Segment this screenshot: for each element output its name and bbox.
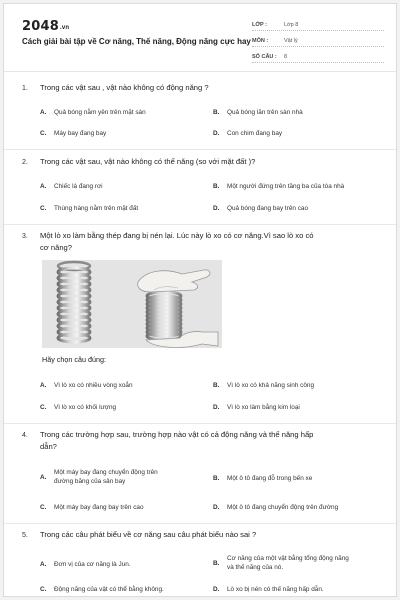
question-1-option-d[interactable] <box>213 129 282 138</box>
meta-row-count <box>252 50 384 63</box>
option-text: Thùng hàng nằm trên mặt đất <box>54 205 139 212</box>
question-2-option-a[interactable] <box>40 182 103 191</box>
option-letter: A. <box>40 561 47 568</box>
question-4-option-c[interactable] <box>40 503 144 512</box>
option-text: Vì lò xo có khối lượng <box>54 404 117 411</box>
option-letter: C. <box>40 586 47 593</box>
compressed-spring-icon <box>147 292 181 340</box>
option-letter: C. <box>40 404 47 411</box>
option-letter: D. <box>213 130 220 137</box>
question-2-text: Trong các vật sau, vật nào không có thế năng (so với mặt đất )? <box>40 157 256 166</box>
option-letter: C. <box>40 504 47 511</box>
question-1-option-b[interactable] <box>213 108 303 117</box>
question-3-text-line2: cơ năng? <box>40 243 73 252</box>
question-2-option-d[interactable] <box>213 204 308 213</box>
option-text: Một ô tô đang đỗ trong bến xe <box>227 475 313 482</box>
option-letter: C. <box>40 130 47 137</box>
option-letter: A. <box>40 183 47 190</box>
question-5-option-d[interactable] <box>213 585 324 594</box>
option-text: Chiếc lá đang rơi <box>54 183 103 190</box>
question-3-option-b[interactable] <box>213 381 314 390</box>
option-text: Một người đứng trên tầng ba của tòa nhà <box>227 183 345 190</box>
question-5-option-a[interactable] <box>40 560 131 569</box>
question-4-number: 4. <box>22 432 28 439</box>
page-title: Cách giải bài tập về Cơ năng, Thế năng, Động năng cực hay <box>22 37 251 46</box>
question-3-number: 3. <box>22 233 28 240</box>
option-text: Con chim đang bay <box>227 130 283 137</box>
question-1-option-c[interactable] <box>40 129 106 138</box>
option-text <box>227 554 349 572</box>
question-3-option-d[interactable] <box>213 403 300 412</box>
option-text-line1: Cơ năng của một vật bằng tổng động năng <box>227 555 349 562</box>
meta-label: LỚP : <box>252 22 267 28</box>
option-text: Lò xo bị nén có thế năng hấp dẫn. <box>227 586 324 593</box>
question-4-option-d[interactable] <box>213 503 338 512</box>
question-1-text: Trong các vật sau , vật nào không có động năng ? <box>40 83 209 92</box>
question-3-prompt: Hãy chọn câu đúng: <box>42 355 106 364</box>
option-letter: B. <box>213 559 220 567</box>
question-5-number: 5. <box>22 532 28 539</box>
question-4-option-a[interactable] <box>40 468 158 486</box>
option-letter: D. <box>213 404 220 411</box>
meta-value: Lớp 8 <box>284 22 299 28</box>
question-4-text-line1: Trong các trường hợp sau, trường hợp nào vật có cả động năng và thế năng hấp <box>40 430 314 439</box>
option-text: Máy bay đang bay <box>54 130 107 137</box>
option-letter: A. <box>40 109 47 116</box>
question-3-option-c[interactable] <box>40 403 116 412</box>
option-letter: B. <box>213 475 220 482</box>
option-text: Một ô tô đang chuyển động trên đường <box>227 504 339 511</box>
option-text <box>54 468 158 486</box>
question-divider <box>4 423 396 424</box>
option-letter: B. <box>213 109 220 116</box>
option-text-line1: Một máy bay đang chuyển động trên <box>54 469 158 476</box>
option-text: Đơn vị của cơ năng là Jun. <box>54 561 131 568</box>
meta-label: MÔN : <box>252 38 269 44</box>
site-logo[interactable] <box>22 18 69 34</box>
option-letter: A. <box>40 473 47 481</box>
question-1-number: 1. <box>22 85 28 92</box>
question-2-option-b[interactable] <box>213 182 344 191</box>
worksheet-header <box>4 4 396 72</box>
logo-text: 2048 <box>22 19 59 34</box>
option-text: Một máy bay đang bay trên cao <box>54 504 144 511</box>
option-text: Quả bóng nằm yên trên mặt sàn <box>54 109 146 116</box>
option-letter: D. <box>213 205 220 212</box>
question-2-number: 2. <box>22 159 28 166</box>
meta-value: Vật lý <box>284 38 298 44</box>
question-2-option-c[interactable] <box>40 204 138 213</box>
option-letter: A. <box>40 382 47 389</box>
question-5-option-c[interactable] <box>40 585 164 594</box>
worksheet-meta <box>252 18 384 66</box>
option-text-line2: đường băng của sân bay <box>54 478 126 485</box>
option-letter: B. <box>213 382 220 389</box>
meta-label: SỐ CÂU : <box>252 54 277 60</box>
option-letter: D. <box>213 586 220 593</box>
question-4-text-line2: dẫn? <box>40 442 57 451</box>
question-divider <box>4 523 396 524</box>
worksheet-page <box>3 3 397 597</box>
question-1-option-a[interactable] <box>40 108 146 117</box>
option-text: Vì lò xo có khả năng sinh công <box>227 382 315 389</box>
option-text: Quả bóng đang bay trên cao <box>227 205 309 212</box>
option-letter: D. <box>213 504 220 511</box>
meta-row-class <box>252 18 384 31</box>
meta-value: 8 <box>284 54 288 60</box>
question-5-text: Trong các câu phát biểu về cơ năng sau câu phát biểu nào sai ? <box>40 530 257 539</box>
question-divider <box>4 149 396 150</box>
meta-row-subject <box>252 34 384 47</box>
option-text: Quả bóng lăn trên sàn nhà <box>227 109 303 116</box>
question-5-option-b[interactable] <box>213 554 349 572</box>
spring-compression-image <box>42 260 222 348</box>
spring-illustration <box>42 260 222 348</box>
option-letter: C. <box>40 205 47 212</box>
logo-suffix: .vn <box>59 25 70 31</box>
question-4-option-b[interactable] <box>213 474 312 483</box>
question-3-text-line1: Một lò xo làm bằng thép đang bị nén lại. Lúc này lò xo có cơ năng.Vì sao lò xo có <box>40 231 314 240</box>
option-text-line2: và thế năng của nó. <box>227 564 284 571</box>
question-3-option-a[interactable] <box>40 381 133 390</box>
option-text: Vì lò xo có nhiều vòng xoắn <box>54 382 133 389</box>
option-letter: B. <box>213 183 220 190</box>
option-text: Động năng của vật có thể bằng không. <box>54 586 164 593</box>
option-text: Vì lò xo làm bằng kim loại <box>227 404 300 411</box>
question-divider <box>4 224 396 225</box>
